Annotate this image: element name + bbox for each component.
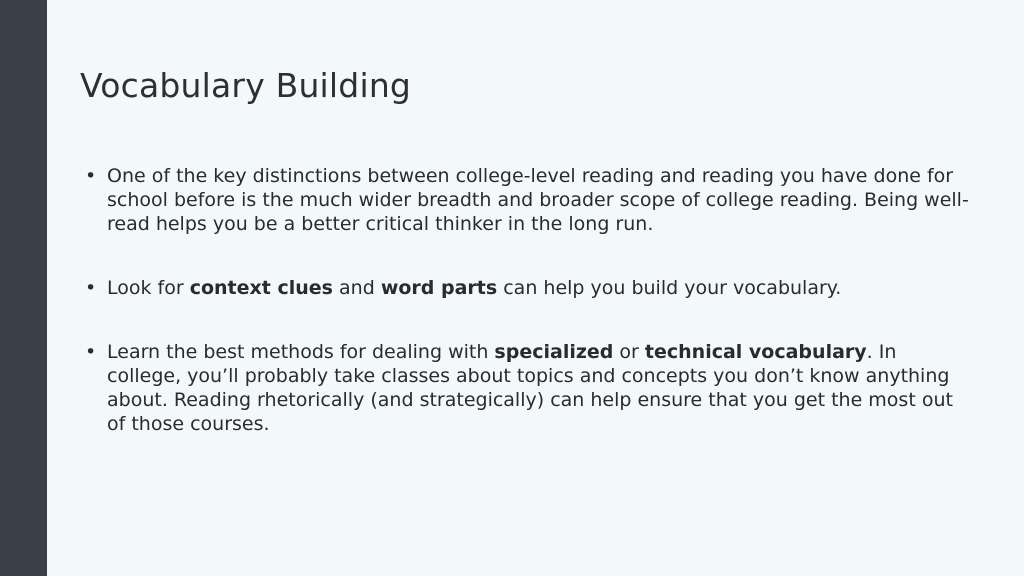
bullet-dot-icon: • [85,277,97,299]
emphasis-technical-vocabulary: technical vocabulary [644,341,867,363]
bullet-dot-icon: • [85,341,97,363]
bullet-item-breadth [83,164,973,236]
bullet-text: One of the key distinctions between college-level reading and reading you have done for school before is the much wider breadth and broader scope of college reading. Being well-read helps you be a better critical thinker in the long run. [107,165,969,235]
side-accent-bar [0,0,47,576]
emphasis-context-clues: context clues [189,277,333,299]
bullet-item-context-clues [83,276,973,300]
slide-title: Vocabulary Building [80,66,412,105]
emphasis-specialized: specialized [494,341,614,363]
bullet-dot-icon: • [85,165,97,187]
bullet-text: Look for context clues and word parts can help you build your vocabulary. [107,277,842,299]
bullet-item-specialized-vocabulary [83,340,973,436]
bullet-text: Learn the best methods for dealing with specialized or technical vocabulary. In college, you’ll probably take classes about topics and concepts you don’t know anything about. Reading rhetorically (and strategically) can help ensure that you get the most out of those courses. [107,341,953,435]
slide-content [47,0,1024,576]
bullet-list [83,164,973,436]
emphasis-word-parts: word parts [380,277,498,299]
